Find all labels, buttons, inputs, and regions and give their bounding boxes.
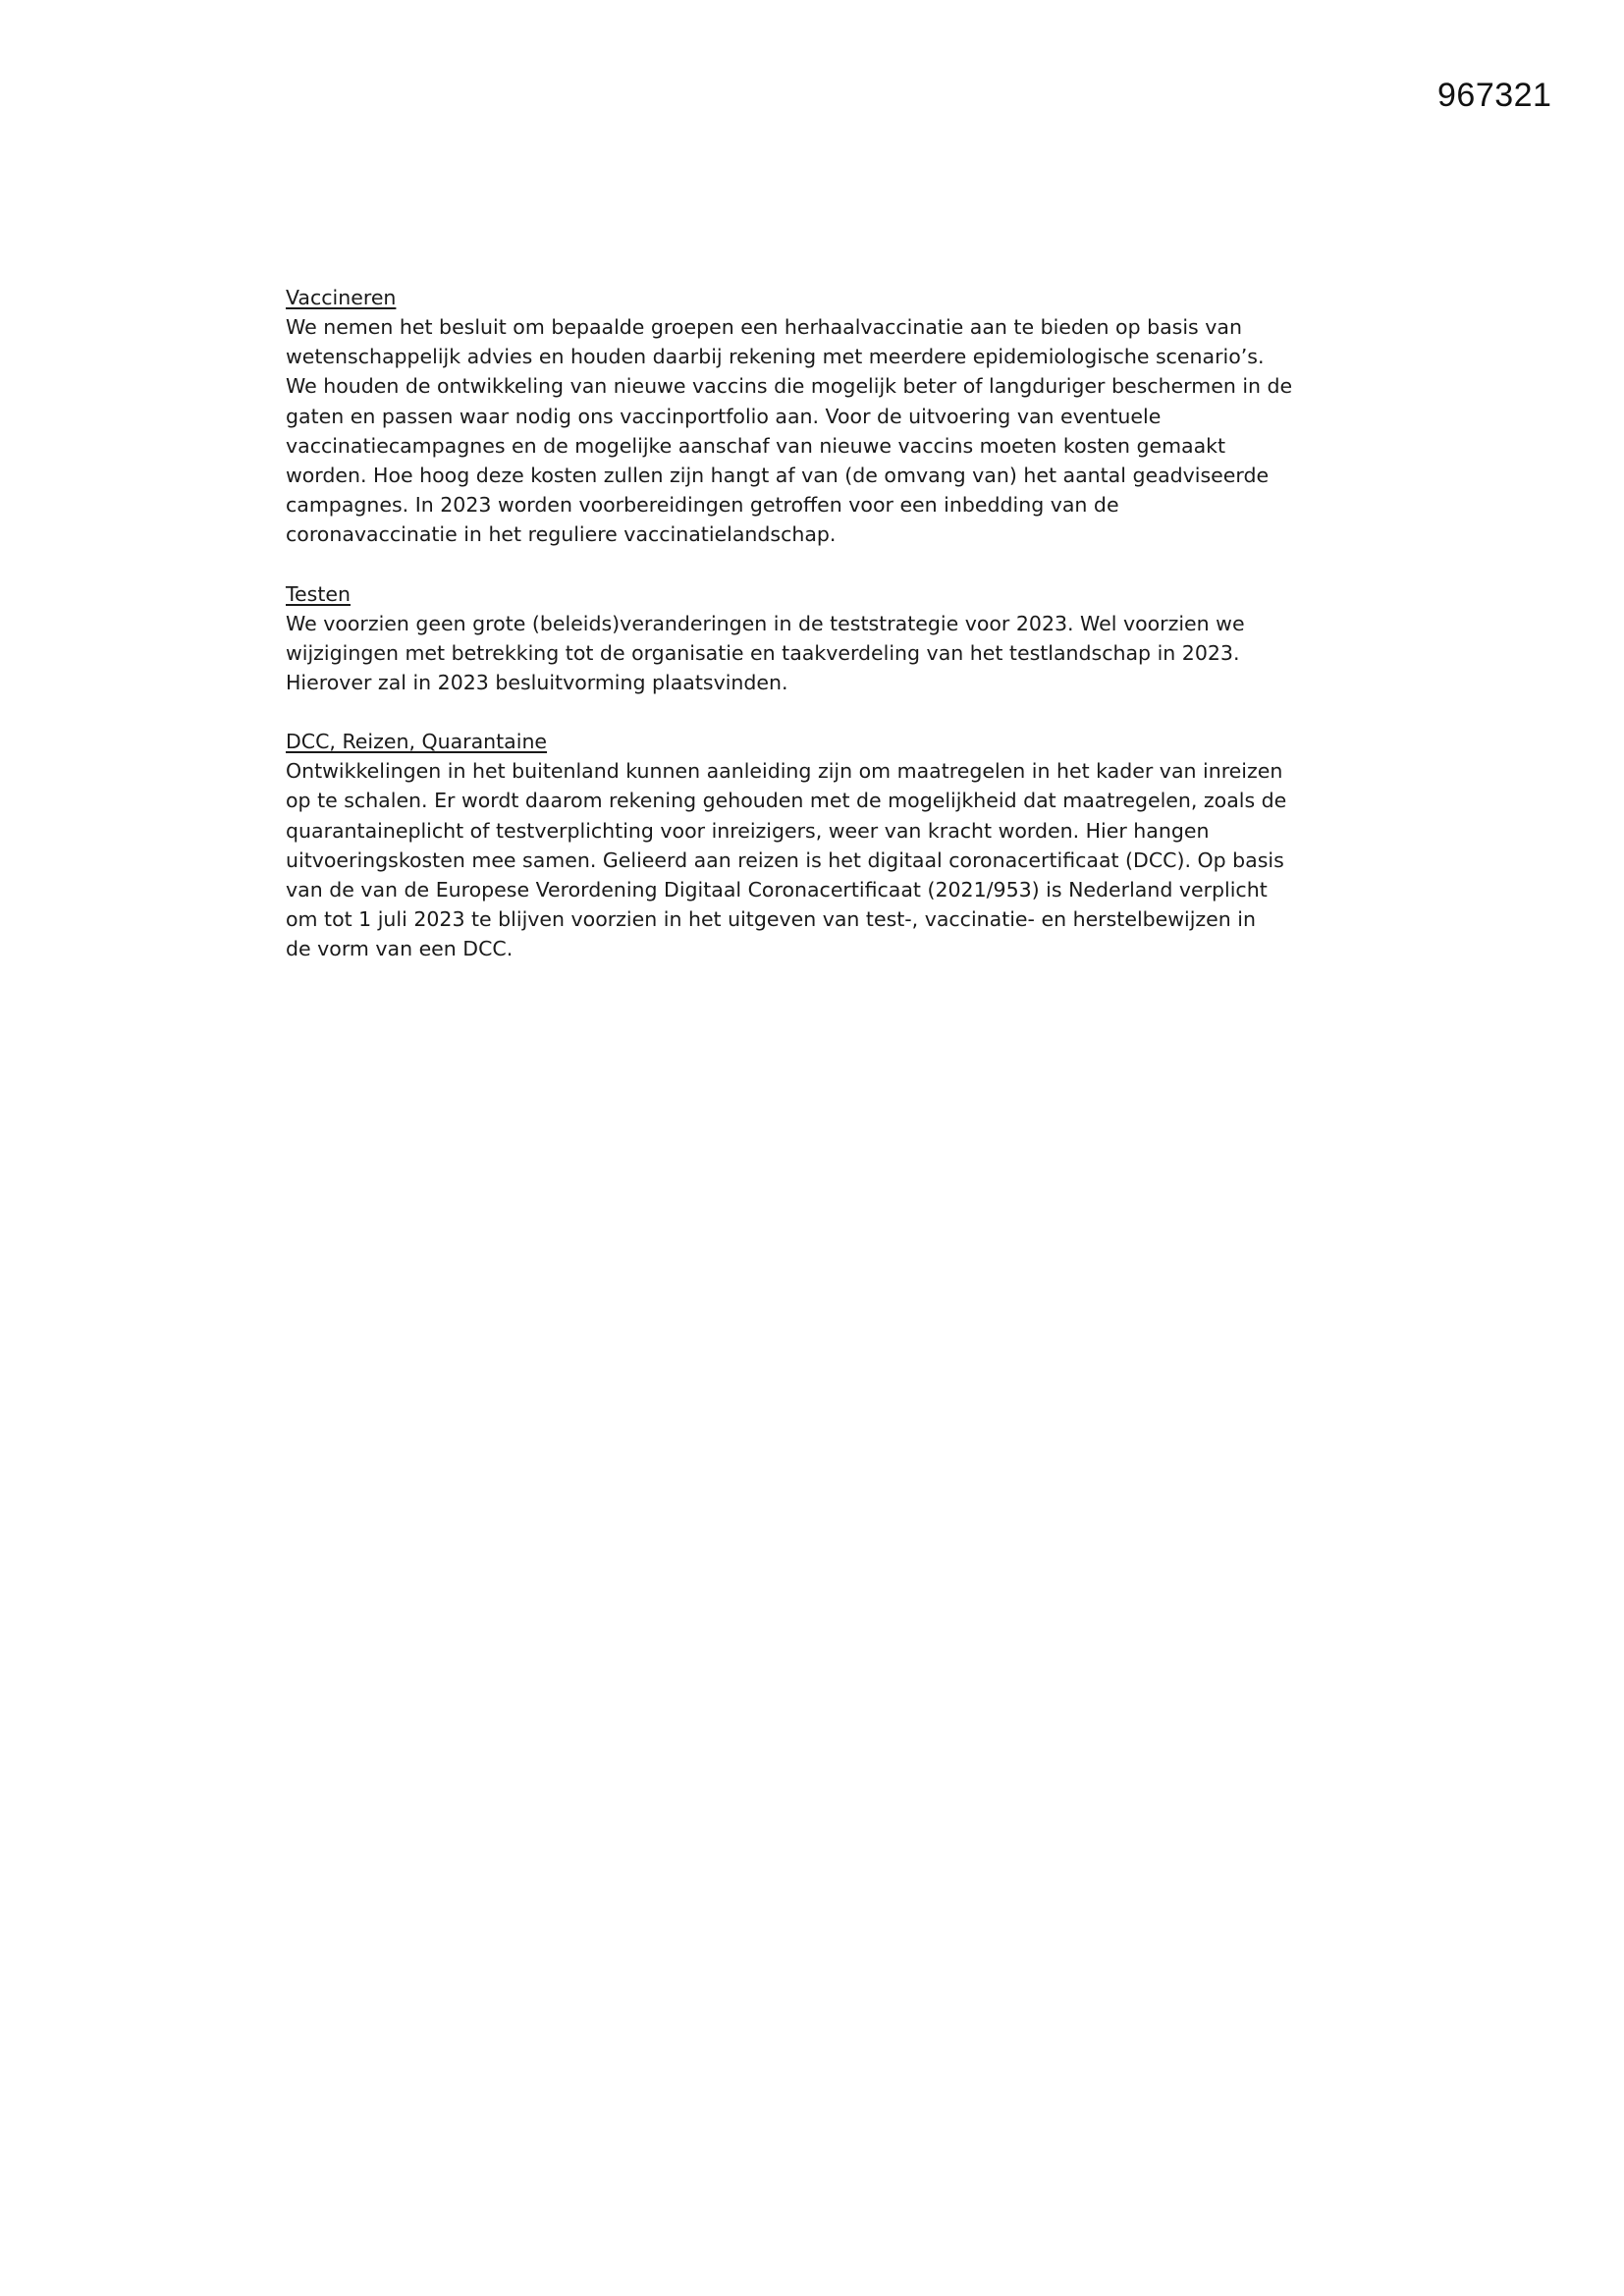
paragraph-line: wetenschappelijk advies en houden daarbij rekening met meerdere epidemiologische scenario’s. [286, 345, 1265, 369]
document-number: 967321 [1437, 77, 1552, 114]
paragraph-line: worden. Hoe hoog deze kosten zullen zijn hangt af van (de omvang van) het aantal geadviseerde [286, 464, 1270, 488]
paragraph-line: We voorzien geen grote (beleids)veranderingen in de teststrategie voor 2023. Wel voorzien we [286, 611, 1245, 635]
paragraph-line: vaccinatiecampagnes en de mogelijke aanschaf van nieuwe vaccins moeten kosten gemaakt [286, 433, 1226, 458]
paragraph-line: Ontwikkelingen in het buitenland kunnen aanleiding zijn om maatregelen in het kader van inreizen [286, 759, 1283, 784]
paragraph-line: We nemen het besluit om bepaalde groepen een herhaalvaccinatie aan te bieden op basis van [286, 315, 1242, 339]
paragraph-line: om tot 1 juli 2023 te blijven voorzien in het uitgeven van test-, vaccinatie- en herstelbewijzen in [286, 907, 1256, 932]
paragraph-line: campagnes. In 2023 worden voorbereidingen getroffen voor een inbedding van de [286, 493, 1119, 518]
paragraph-line: op te schalen. Er wordt daarom rekening gehouden met de mogelijkheid dat maatregelen, zoals de [286, 789, 1287, 813]
paragraph-line: coronavaccinatie in het reguliere vaccinatielandschap. [286, 522, 837, 547]
section-heading: DCC, Reizen, Quarantaine [286, 730, 548, 754]
section-testen [286, 579, 1366, 698]
paragraph-line: We houden de ontwikkeling van nieuwe vaccins die mogelijk beter of langduriger beschermen in de [286, 374, 1293, 399]
paragraph-line: van de van de Europese Verordening Digitaal Coronacertificaat (2021/953) is Nederland verplicht [286, 878, 1268, 902]
paragraph-line: de vorm van een DCC. [286, 937, 514, 961]
paragraph-line: uitvoeringskosten mee samen. Gelieerd aan reizen is het digitaal coronacertificaat (DCC). Op basis [286, 847, 1284, 872]
paragraph-line: gaten en passen waar nodig ons vaccinportfolio aan. Voor de uitvoering van eventuele [286, 404, 1162, 428]
section-dcc-reizen-quarantaine [286, 727, 1366, 963]
paragraph-line: Hierover zal in 2023 besluitvorming plaatsvinden. [286, 671, 788, 695]
paragraph-line: quarantaineplicht of testverplichting voor inreizigers, weer van kracht worden. Hier hangen [286, 818, 1210, 843]
document-body [286, 283, 1366, 994]
section-heading: Vaccineren [286, 286, 397, 309]
section-vaccineren [286, 283, 1366, 550]
section-heading: Testen [286, 581, 351, 606]
paragraph-line: wijzigingen met betrekking tot de organisatie en taakverdeling van het testlandschap in 2023. [286, 640, 1240, 665]
